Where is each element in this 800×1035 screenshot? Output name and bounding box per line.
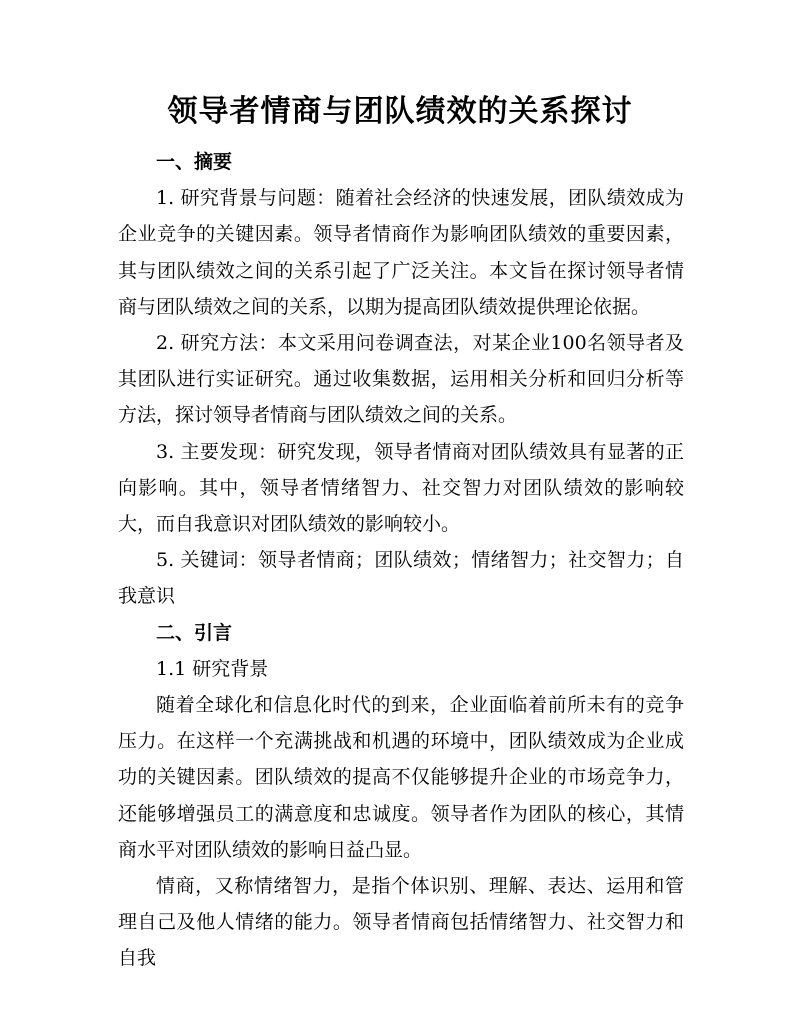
intro-paragraph: 随着全球化和信息化时代的到来，企业面临着前所未有的竞争压力。在这样一个充满挑战和机遇的环境中，团队绩效成为企业成功的关键因素。团队绩效的提高不仅能够提升企业的市场竞争力，还能够增强员工的满意度和忠诚度。领导者作为团队的核心，其情商水平对团队绩效的影响日益凸显。 (118, 694, 684, 861)
intro-heading: 二、引言 (156, 621, 233, 644)
abstract-item-keywords: 5. 关键词：领导者情商；团队绩效；情绪智力；社交智力；自我意识 (118, 549, 684, 608)
abstract-heading: 一、摘要 (156, 151, 233, 173)
document-title: 领导者情商与团队绩效的关系探讨 (167, 94, 633, 129)
abstract-item-background: 1. 研究背景与问题：随着社会经济的快速发展，团队绩效成为企业竞争的关键因素。领导者情商作为影响团队绩效的重要因素，其与团队绩效之间的关系引起了广泛关注。本文旨在探讨领导者情商与团队绩效之间的关系，以期为提高团队绩效提供理论依据。 (118, 187, 684, 318)
abstract-item-findings: 3. 主要发现：研究发现，领导者情商对团队绩效具有显著的正向影响。其中，领导者情绪智力、社交智力对团队绩效的影响较大，而自我意识对团队绩效的影响较小。 (118, 440, 684, 536)
abstract-item-method: 2. 研究方法：本文采用问卷调查法，对某企业100名领导者及其团队进行实证研究。通过收集数据，运用相关分析和回归分析等方法，探讨领导者情商与团队绩效之间的关系。 (118, 332, 684, 427)
intro-subheading: 1.1 研究背景 (156, 657, 269, 680)
intro-paragraph: 情商，又称情绪智力，是指个体识别、理解、表达、运用和管理自己及他人情绪的能力。领导者情商包括情绪智力、社交智力和自我 (118, 875, 684, 970)
document-body (118, 144, 684, 977)
